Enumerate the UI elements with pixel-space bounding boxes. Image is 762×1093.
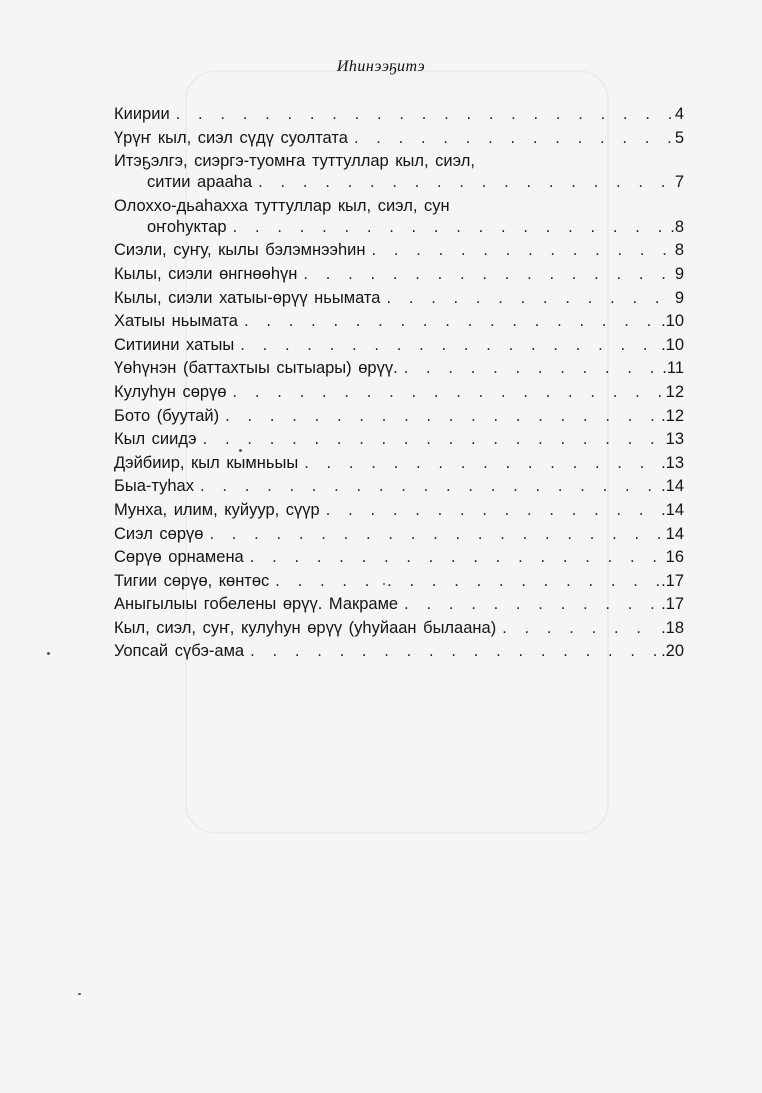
toc-entry (114, 453, 684, 474)
dot-leader (244, 311, 659, 332)
toc-entry (114, 524, 684, 545)
toc-entry (114, 240, 684, 261)
dot-leader (371, 240, 672, 261)
toc-entry (114, 382, 684, 403)
toc-entry-title: Олохxo-дьаһахха туттуллар кыл, сиэл, сун (114, 196, 450, 215)
toc-page-number: .20 (661, 642, 684, 661)
toc-entry-title: Сөрүө орнамена (114, 548, 244, 567)
toc-entry-title: оҥоһуктар (147, 217, 227, 236)
dot-leader (200, 476, 659, 497)
dot-leader (240, 335, 659, 356)
toc-entry (114, 196, 684, 238)
toc-page-number: .12 (661, 406, 684, 425)
toc-entry (114, 288, 684, 309)
toc-page-number: 4 (674, 105, 684, 123)
toc-entry-title: Аныгылыы гобелены өрүү. Макраме (114, 595, 399, 614)
toc-entry-title: Сиэли, суҥу, кылы бэлэмнээһин (114, 241, 366, 260)
toc-entry-title: ситии арааһа (147, 173, 253, 192)
dot-leader (326, 500, 659, 521)
dot-leader (250, 641, 659, 662)
dot-leader (354, 128, 672, 149)
toc-entry-title: Кыл сиидэ (114, 430, 197, 449)
toc-entry (114, 594, 684, 615)
toc-page-number: .18 (661, 618, 684, 637)
toc-page-number: 14 (665, 524, 684, 543)
toc-entry-title: Кулуһун сөрүө (114, 382, 227, 401)
speck-mark (47, 652, 50, 655)
toc-entry (114, 128, 684, 149)
dot-leader (209, 524, 663, 545)
dot-leader (233, 217, 669, 238)
toc-page-number: 12 (665, 382, 684, 401)
toc-entry-title: Хатыы ньымата (114, 312, 238, 331)
toc-entry-title: Ситиини хатыы (114, 335, 235, 354)
speck-mark (383, 583, 385, 585)
toc-entry-title: Кылы, сиэли хатыы-өрүү ньымата (114, 288, 381, 307)
toc-page-number: 13 (665, 430, 684, 449)
toc-page-number: .8 (670, 217, 684, 236)
toc-entry (114, 358, 684, 379)
toc-page-number: 9 (674, 264, 684, 283)
toc-entry (114, 311, 684, 332)
dot-leader (250, 547, 664, 568)
toc-page-number: 9 (674, 288, 684, 307)
toc-page-number: .17 (661, 571, 684, 590)
toc-entry (114, 264, 684, 285)
toc-entry (114, 547, 684, 568)
toc-page-number: 8 (674, 241, 684, 260)
speck-mark (78, 993, 81, 995)
toc-page-number: .14 (661, 477, 684, 496)
toc-entry (114, 151, 684, 193)
toc-entry-title: Кыл, сиэл, суҥ, кулуһун өрүү (уһуйаан былаана) (114, 618, 497, 637)
toc-entry-title: Киирии (114, 105, 170, 123)
speck-mark (239, 449, 242, 452)
toc-page-number: 5 (674, 128, 684, 147)
toc-entry-title: Үрүҥ кыл, сиэл сүдү суолтата (114, 128, 348, 147)
dot-leader (176, 104, 672, 125)
dot-leader (275, 571, 659, 592)
toc-entry (114, 618, 684, 639)
toc-entry-title: Кылы, сиэли өнгнөөһүн (114, 264, 298, 283)
dot-leader (502, 618, 659, 639)
dot-leader (404, 594, 659, 615)
toc-entry-title: Бото (буутай) (114, 406, 220, 425)
dot-leader (303, 264, 672, 285)
page-title: Иһинээҕитэ (336, 58, 426, 75)
toc-entry-title: Итэҕэлгэ, сиэргэ-туомҥа туттуллар кыл, сиэл, (114, 152, 475, 171)
toc-entry-title: Үөһүнэн (баттахтыы сытыары) өрүү. (114, 359, 398, 378)
dot-leader (233, 382, 664, 403)
toc-entry-title: Уопсай сүбэ-ама (114, 642, 245, 661)
dot-leader (304, 453, 659, 474)
toc-page-number: .10 (661, 335, 684, 354)
toc-entry-title: Быа-туһах (114, 477, 194, 496)
toc-entry (114, 641, 684, 662)
toc-entry-title: Тигии сөрүө, көнтөс (114, 571, 270, 590)
table-of-contents (114, 104, 684, 665)
toc-entry-title: Дэйбиир, кыл кымньыы (114, 453, 299, 472)
toc-page-number: .11 (662, 359, 684, 378)
toc-entry (114, 335, 684, 356)
toc-entry (114, 406, 684, 427)
dot-leader (386, 288, 672, 309)
toc-page-number: .13 (661, 453, 684, 472)
dot-leader (258, 172, 672, 193)
toc-page-number: .17 (661, 595, 684, 614)
dot-leader (225, 406, 659, 427)
toc-page-number: .10 (661, 312, 684, 331)
toc-entry (114, 500, 684, 521)
toc-entry-title: Мунха, илим, куйуур, сүүр (114, 500, 320, 519)
toc-page-number: 7 (674, 173, 684, 192)
toc-entry (114, 476, 684, 497)
toc-page-number: .14 (661, 500, 684, 519)
dot-leader (203, 429, 664, 450)
toc-entry (114, 104, 684, 125)
toc-entry (114, 571, 684, 592)
toc-entry-title: Сиэл сөрүө (114, 524, 204, 543)
dot-leader (404, 358, 661, 379)
toc-entry (114, 429, 684, 450)
toc-page-number: 16 (665, 548, 684, 567)
